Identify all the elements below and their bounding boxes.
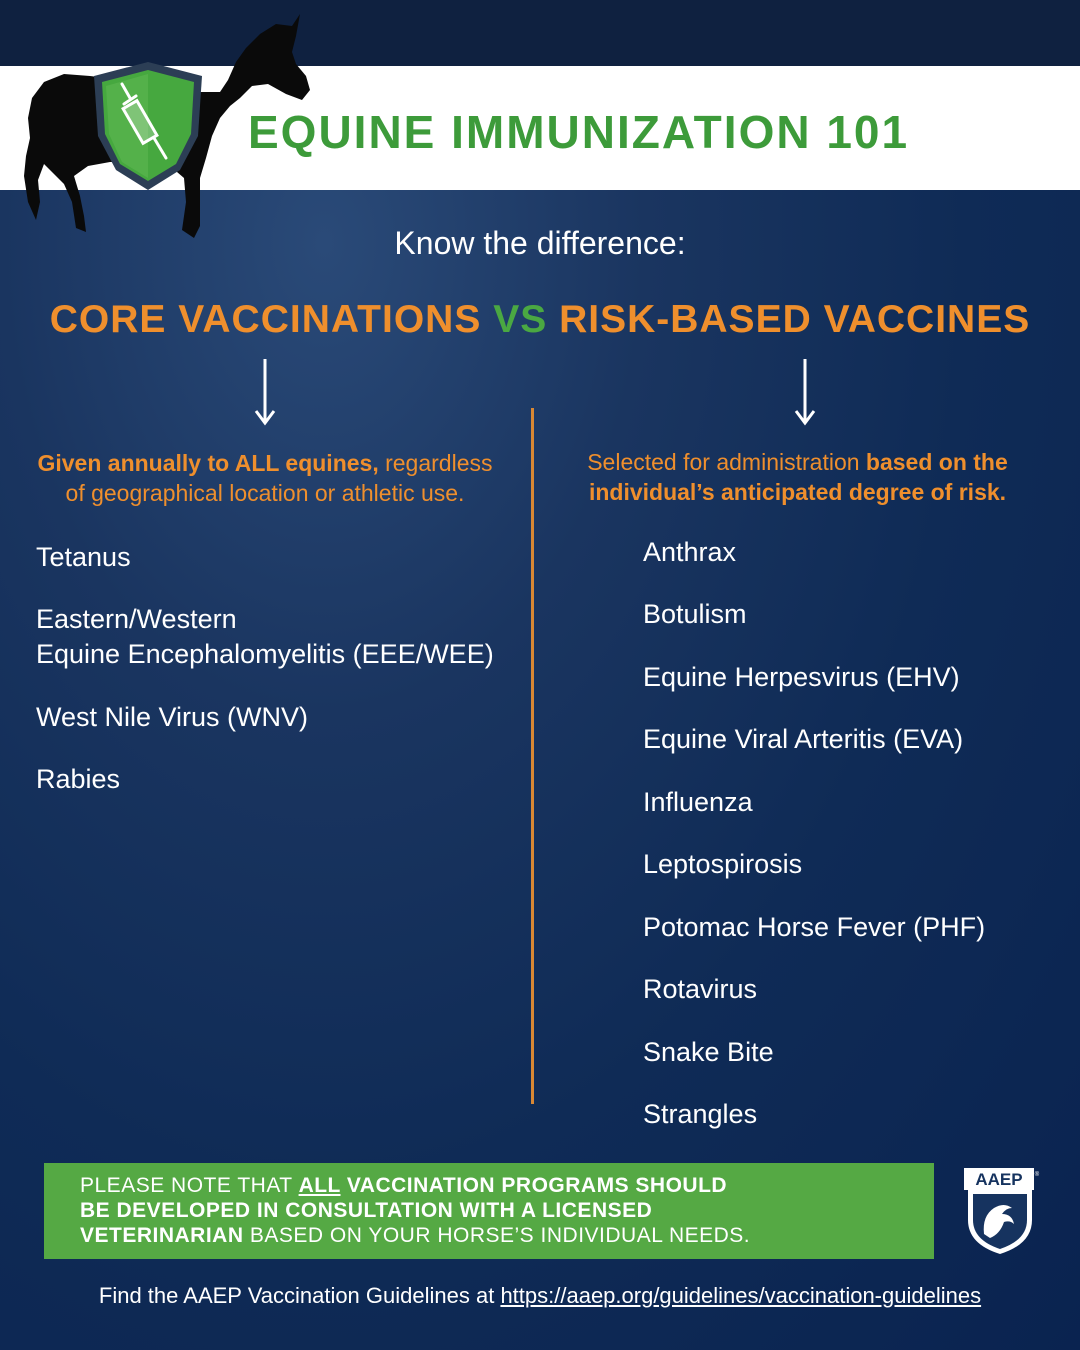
core-item-wnv: West Nile Virus (WNV) — [36, 702, 309, 732]
risk-item-eva: Equine Viral Arteritis (EVA) — [643, 724, 964, 754]
risk-heading: RISK-BASED VACCINES — [559, 298, 1031, 341]
footer: Find the AAEP Vaccination Guidelines at https://aaep.org/guidelines/vaccination-guidelines — [98, 1283, 982, 1308]
core-description: Given annually to ALL equines, regardless of geographical location or athletic use. — [37, 450, 493, 506]
svg-text:®: ® — [1034, 1172, 1040, 1178]
aaep-logo-icon — [960, 1164, 1040, 1256]
column-divider — [531, 408, 534, 1104]
risk-item-strangles: Strangles — [643, 1099, 758, 1129]
risk-item-influenza: Influenza — [643, 787, 753, 817]
comparison-heading — [0, 298, 1080, 342]
core-item-eee-wee-line2: Equine Encephalomyelitis (EEE/WEE) — [36, 639, 494, 669]
consultation-note: PLEASE NOTE THAT ALL VACCINATION PROGRAMS SHOULD BE DEVELOPED IN CONSULTATION WITH A LICENSED VETERINARIAN BASED ON YOUR HORSE’S INDIVIDUAL NEEDS. — [44, 1163, 934, 1259]
core-item-tetanus: Tetanus — [36, 542, 131, 572]
down-arrow-icon — [250, 357, 280, 429]
risk-item-anthrax: Anthrax — [643, 537, 737, 567]
risk-item-phf: Potomac Horse Fever (PHF) — [643, 912, 986, 942]
down-arrow-icon — [790, 357, 820, 429]
risk-item-leptospirosis: Leptospirosis — [643, 849, 803, 879]
risk-item-snake-bite: Snake Bite — [643, 1037, 774, 1067]
risk-description: Selected for administration based on the individual’s anticipated degree of risk. — [587, 449, 1008, 505]
core-item-eee-wee-line1: Eastern/Western — [36, 604, 237, 634]
subtitle: Know the difference: — [394, 225, 686, 261]
risk-item-botulism: Botulism — [643, 599, 747, 629]
risk-item-ehv: Equine Herpesvirus (EHV) — [643, 662, 960, 692]
guidelines-link[interactable]: https://aaep.org/guidelines/vaccination-guidelines — [500, 1283, 982, 1308]
risk-item-rotavirus: Rotavirus — [643, 974, 758, 1004]
core-heading: CORE VACCINATIONS — [49, 298, 482, 341]
page-title: EQUINE IMMUNIZATION 101 — [248, 106, 910, 158]
vs-label: VS — [493, 298, 548, 341]
core-item-rabies: Rabies — [36, 764, 121, 794]
svg-text:AAEP: AAEP — [975, 1170, 1023, 1189]
